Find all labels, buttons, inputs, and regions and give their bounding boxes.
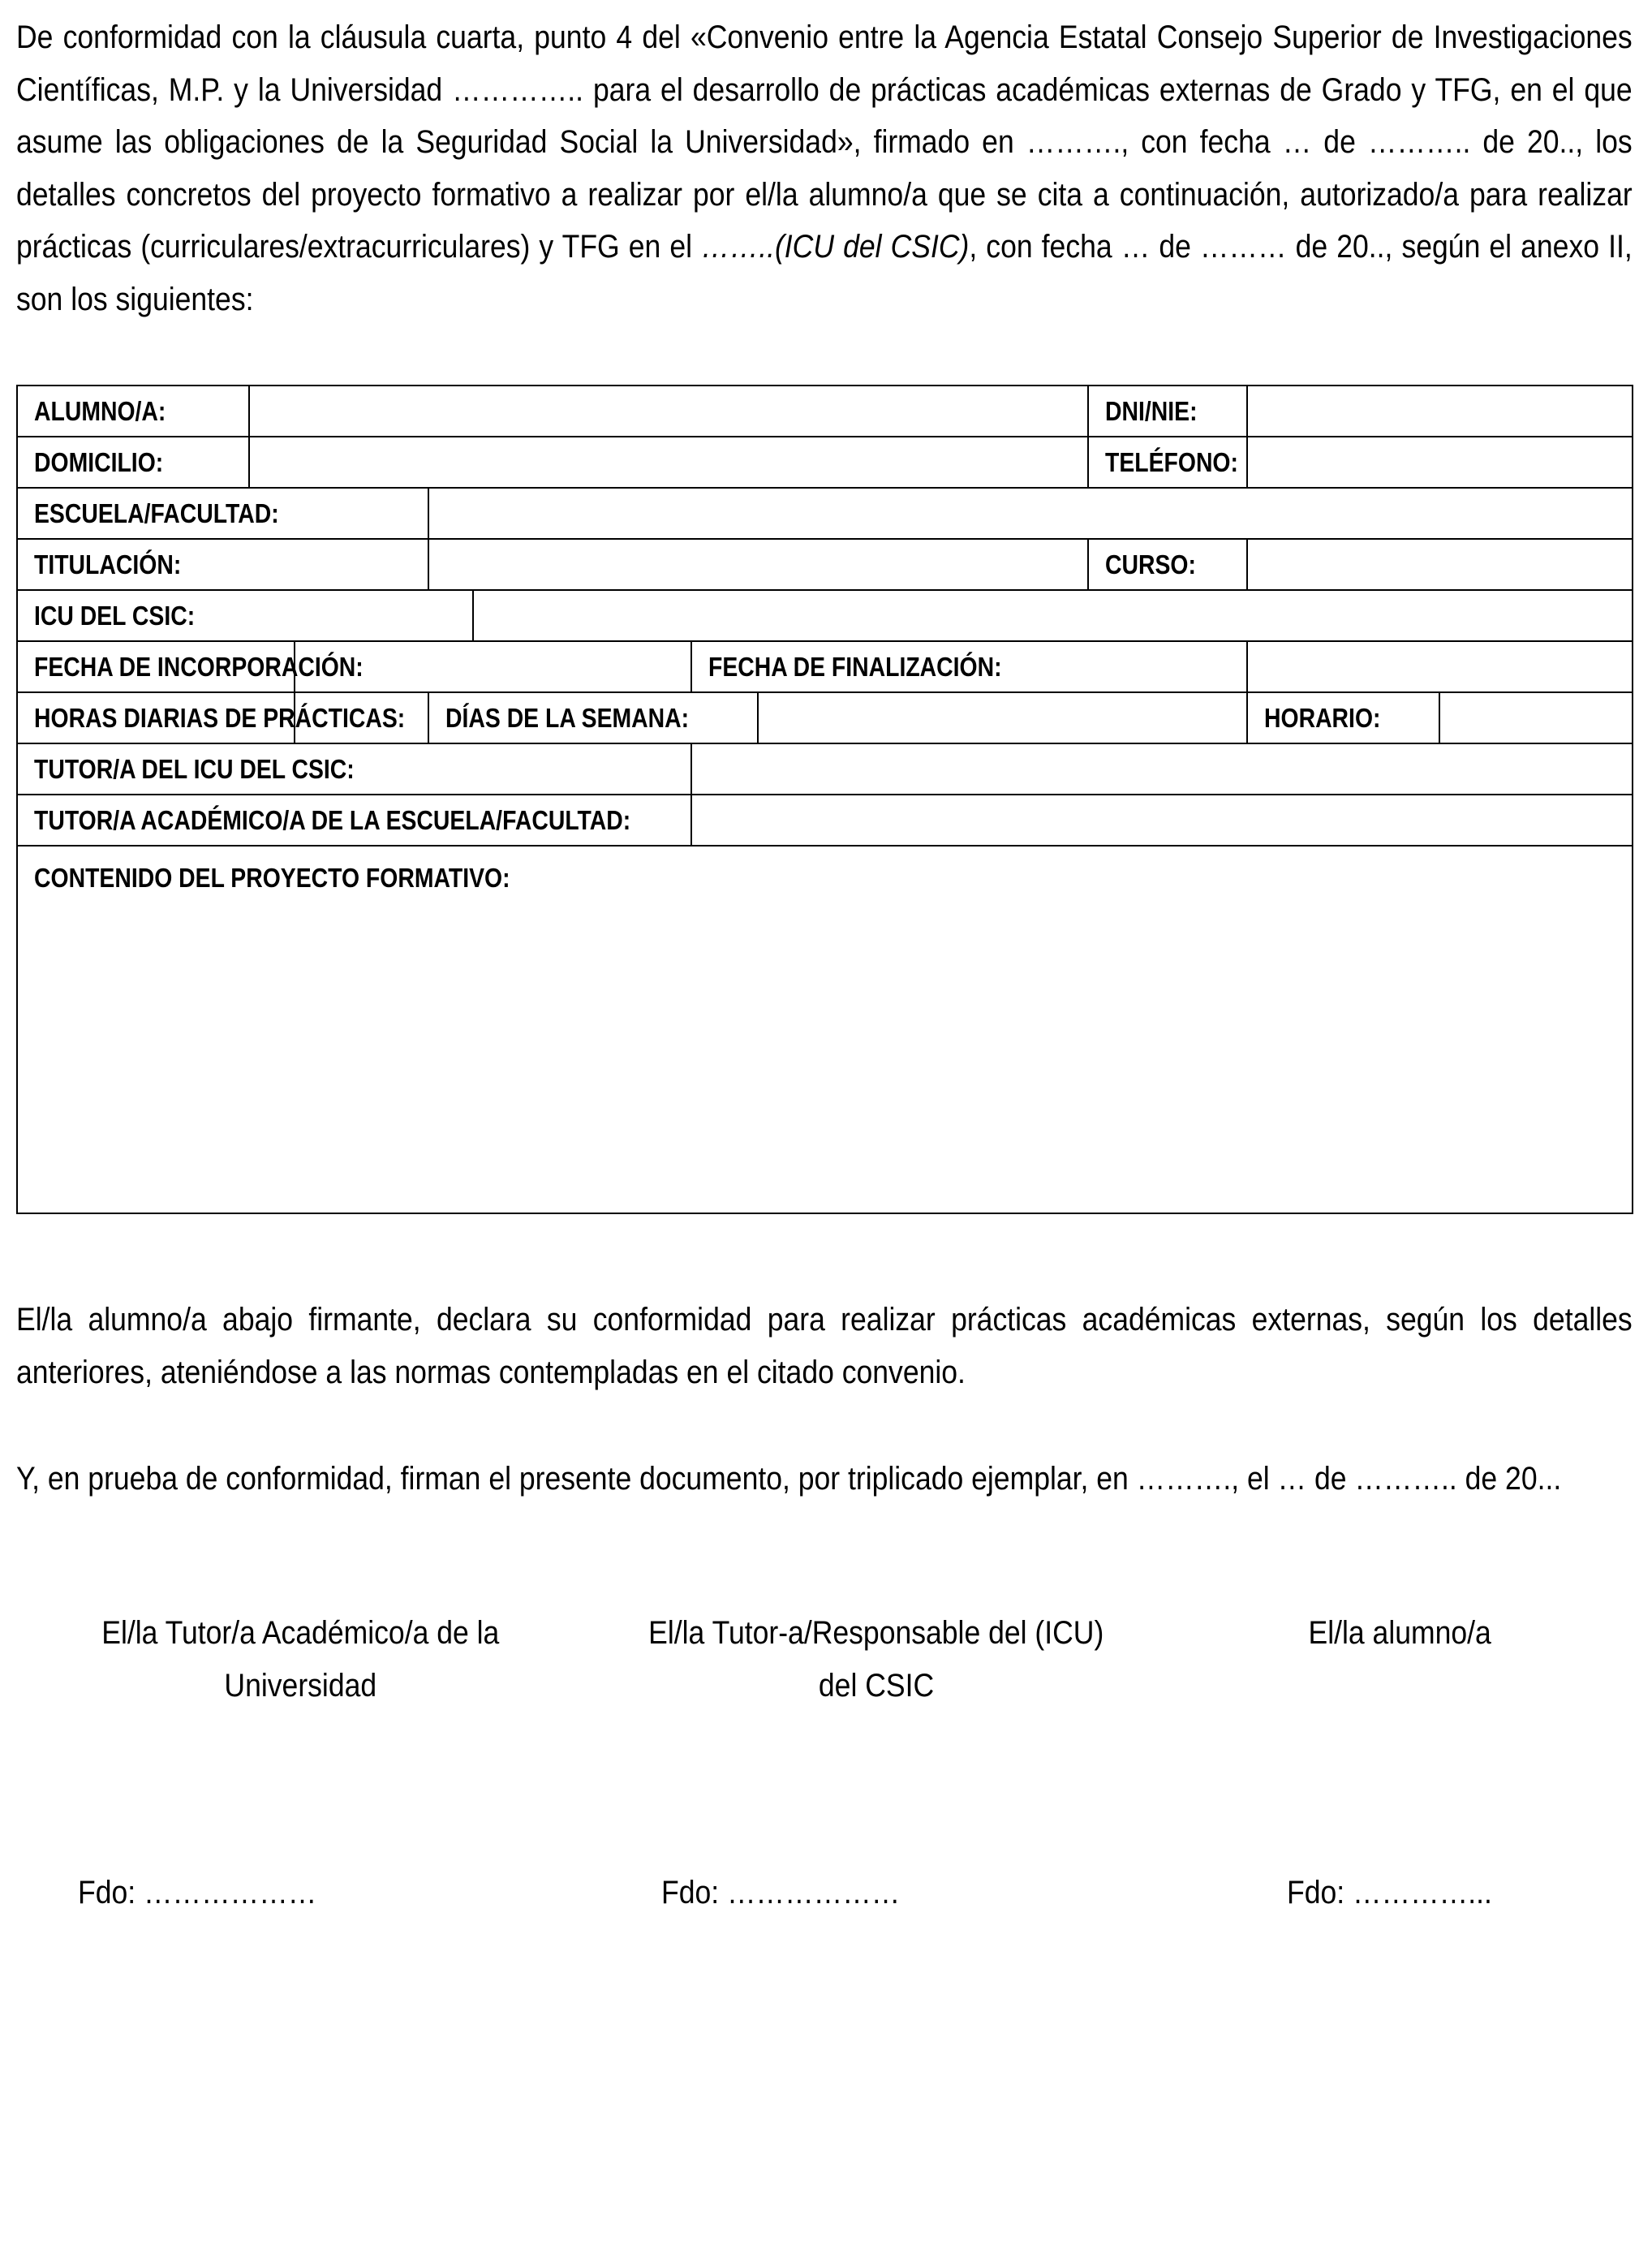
label-domicilio: DOMICILIO: (17, 437, 249, 488)
row-icu (17, 590, 1633, 641)
declaration-paragraph: El/la alumno/a abajo firmante, declara su conformidad para realizar prácticas académicas externas, según los detalles anteriores, ateniéndose a las normas contempladas en el citado convenio. (16, 1302, 1633, 1390)
label-dias-semana: DÍAS DE LA SEMANA: (428, 692, 758, 743)
row-alumno (17, 386, 1633, 437)
proof-paragraph: Y, en prueba de conformidad, firman el presente documento, por triplicado ejemplar, en ………., el … de ……….. de 20... (16, 1461, 1562, 1497)
field-horario[interactable] (1439, 692, 1633, 743)
signature-student: El/la alumno/a (1308, 1615, 1491, 1651)
fdo-student: Fdo: …………... (1287, 1875, 1492, 1911)
field-escuela[interactable] (428, 488, 1633, 539)
label-dni: DNI/NIE: (1088, 386, 1247, 437)
field-contenido-proyecto[interactable] (17, 846, 1633, 1213)
row-tutor-academico (17, 795, 1633, 846)
row-domicilio (17, 437, 1633, 488)
field-icu[interactable] (473, 590, 1633, 641)
signature-csic-tutor: El/la Tutor-a/Responsable del (ICU) del CSIC (648, 1615, 1104, 1704)
row-horas (17, 692, 1633, 743)
intro-italic-icu: ……..(ICU del CSIC) (701, 229, 970, 265)
row-titulacion (17, 539, 1633, 590)
field-alumno[interactable] (249, 386, 1088, 437)
label-curso: CURSO: (1088, 539, 1247, 590)
label-fecha-finalizacion: FECHA DE FINALIZACIÓN: (691, 641, 1247, 692)
row-tutor-icu (17, 743, 1633, 795)
intro-text: De conformidad con la cláusula cuarta, punto 4 del «Convenio entre la Agencia Estatal Consejo Superior de Investigaciones Científicas, M.P. y la Universidad ………….. para el desarrollo de prácticas académicas externas de Grado y TFG, en el que asume las obligaciones de la Seguridad Social la Universidad», firmado en ………., con fecha … de ……….. de 20.., los detalles concretos del proyecto formativo a realizar por el/la alumno/a que se cita a continuación, autorizado/a para realizar prácticas (curriculares/extracurriculares) y TFG en el (16, 19, 1633, 265)
fdo-academic-tutor: Fdo: ……………… (78, 1875, 317, 1911)
row-fechas (17, 641, 1633, 692)
label-titulacion: TITULACIÓN: (17, 539, 428, 590)
field-dni[interactable] (1247, 386, 1633, 437)
row-contenido (17, 846, 1633, 1213)
field-tutor-academico[interactable] (691, 795, 1633, 846)
label-contenido: CONTENIDO DEL PROYECTO FORMATIVO: (34, 863, 510, 893)
signature-academic-tutor: El/la Tutor/a Académico/a de la Universidad (101, 1615, 500, 1704)
intro-paragraph (16, 11, 1633, 325)
label-icu: ICU DEL CSIC: (17, 590, 473, 641)
label-horas-diarias: HORAS DIARIAS DE PRÁCTICAS: (17, 692, 295, 743)
row-escuela (17, 488, 1633, 539)
field-domicilio[interactable] (249, 437, 1088, 488)
fdo-csic-tutor: Fdo: ……………… (661, 1875, 901, 1911)
field-titulacion[interactable] (428, 539, 1088, 590)
student-form-table (16, 385, 1633, 1214)
field-tutor-icu[interactable] (691, 743, 1633, 795)
field-curso[interactable] (1247, 539, 1633, 590)
label-tutor-academico: TUTOR/A ACADÉMICO/A DE LA ESCUELA/FACULTAD: (17, 795, 691, 846)
field-telefono[interactable] (1247, 437, 1633, 488)
label-telefono: TELÉFONO: (1088, 437, 1247, 488)
label-alumno: ALUMNO/A: (17, 386, 249, 437)
label-fecha-incorporacion: FECHA DE INCORPORACIÓN: (17, 641, 295, 692)
label-horario: HORARIO: (1247, 692, 1439, 743)
label-tutor-icu: TUTOR/A DEL ICU DEL CSIC: (17, 743, 691, 795)
field-fecha-finalizacion[interactable] (1247, 641, 1633, 692)
field-dias-semana[interactable] (758, 692, 1247, 743)
label-escuela: ESCUELA/FACULTAD: (17, 488, 428, 539)
intro-tail: , con fecha … de ……… de 20.., según el anexo II, son los siguientes: (16, 229, 1633, 317)
